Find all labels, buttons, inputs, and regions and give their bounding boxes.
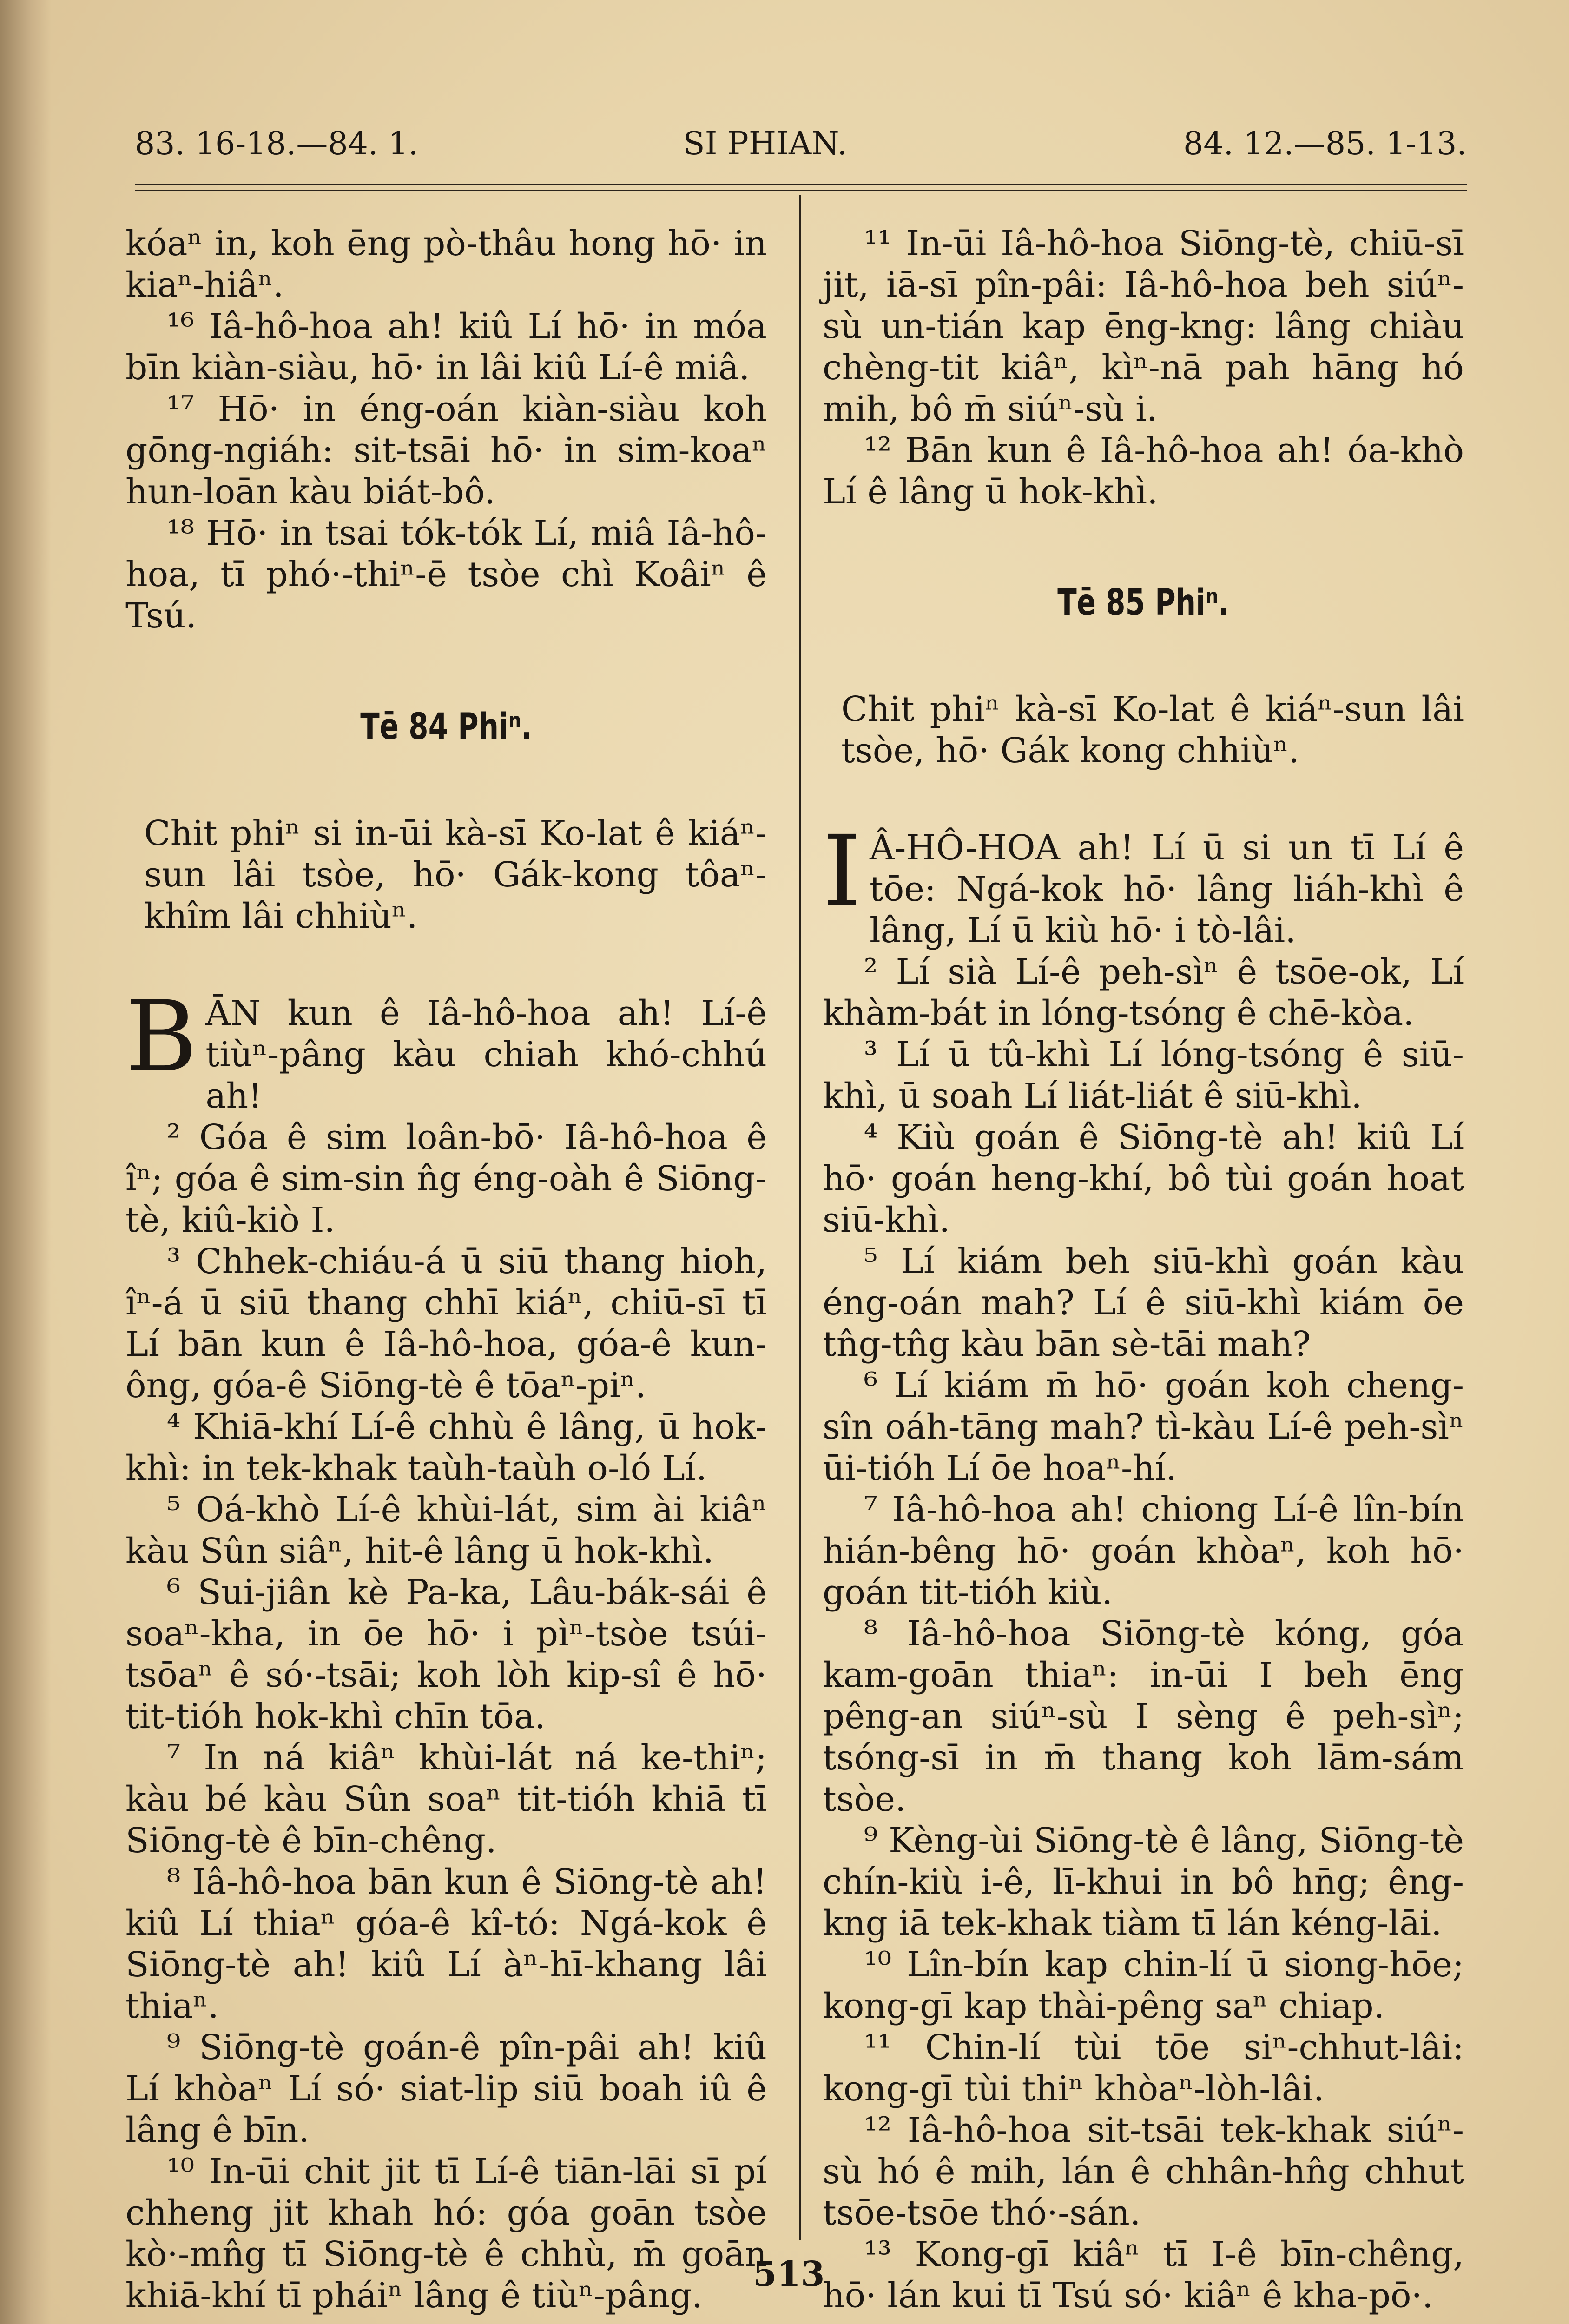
verse-16: ¹⁶ Iâ-hô-hoa ah! kiû Lí hō· in móa bīn kiàn-siàu, hō· in lâi kiû Lí-ê miâ. (125, 306, 767, 388)
right-column (823, 223, 1464, 2317)
left-column (125, 223, 767, 2317)
verse-11: ¹¹ In-ūi Iâ-hô-hoa Siōng-tè, chiū-sī jit, iā-sī pîn-pâi: Iâ-hô-hoa beh siúⁿ-sù un-tián kap ēng-kng: lâng chiàu chèng-tit kiâⁿ, kìⁿ-nā pah hāng hó mih, bô m̄ siúⁿ-sù i. (823, 224, 1464, 429)
verse-5: ⁵ Lí kiám beh siū-khì goán kàu éng-oán mah? Lí ê siū-khì kiám ōe tn̂g-tn̂g kàu bān sè-tāi mah? (823, 1241, 1464, 1364)
verse-7: ⁷ Iâ-hô-hoa ah! chiong Lí-ê lîn-bín hián-bêng hō· goán khòaⁿ, koh hō· goán tit-tióh kiù. (823, 1490, 1464, 1612)
verse-4: ⁴ Khiā-khí Lí-ê chhù ê lâng, ū hok-khì: in tek-khak taùh-taùh o-ló Lí. (125, 1407, 767, 1488)
page-number: 513 (753, 2254, 825, 2294)
verse-3: ³ Lí ū tû-khì Lí lóng-tsóng ê siū-khì, ū soah Lí liát-liát ê siū-khì. (823, 1035, 1464, 1116)
verse-8: ⁸ Iâ-hô-hoa Siōng-tè kóng, góa kam-goān thiaⁿ: in-ūi I beh ēng pêng-an siúⁿ-sù I sèng ê peh-sìⁿ; tsóng-sī in m̄ thang koh lām-sám tsòe. (823, 1614, 1464, 1819)
verse-1 (823, 814, 1464, 951)
header-rule-top (135, 184, 1467, 185)
verse-9: ⁹ Kèng-ùi Siōng-tè ê lâng, Siōng-tè chín-kiù i-ê, lī-khui in bô hn̄g; êng-kng iā tek-khak tiàm tī lán kéng-lāi. (823, 1821, 1464, 1943)
verse-1-text: ĀN kun ê Iâ-hô-hoa ah! Lí-ê tiùⁿ-pâng kàu chiah khó-chhú ah! (205, 993, 767, 1116)
header-rule-bottom (135, 190, 1467, 191)
verse-8: ⁸ Iâ-hô-hoa bān kun ê Siōng-tè ah! kiû Lí thiaⁿ góa-ê kî-tó: Ngá-kok ê Siōng-tè ah! kiû Lí àⁿ-hī-khang lâi thiaⁿ. (125, 1862, 767, 2026)
verse-17: ¹⁷ Hō· in éng-oán kiàn-siàu koh gōng-ngiáh: sit-tsāi hō· in sim-koaⁿ hun-loān kàu biát-bô. (125, 389, 767, 512)
verse-10: ¹⁰ In-ūi chit jit tī Lí-ê tiān-lāi sī pí chheng jit khah hó: góa goān tsòe kò·-mn̂g tī Siōng-tè ê chhù, m̄ goān khiā-khí tī pháiⁿ lâng ê tiùⁿ-pâng. (125, 2152, 767, 2316)
verse-1-text: Â-HÔ-HOA ah! Lí ū si un tī Lí ê tōe: Ngá-kok hō· lâng liáh-khì ê lâng, Lí ū kiù hō· i tò-lâi. (869, 828, 1464, 951)
verse-6: ⁶ Lí kiám m̄ hō· goán koh cheng-sîn oáh-tāng mah? tì-kàu Lí-ê peh-sìⁿ ūi-tióh Lí ōe hoaⁿ-hí. (823, 1366, 1464, 1488)
verse-1 (125, 980, 767, 1117)
chapter-84-summary: Chit phiⁿ si in-ūi kà-sī Ko-lat ê kiáⁿ-sun lâi tsòe, hō· Gák-kong tôaⁿ-khîm lâi chhiùⁿ. (144, 813, 767, 936)
verse-7: ⁷ In ná kiâⁿ khùi-lát ná ke-thiⁿ; kàu bé kàu Sûn soaⁿ tit-tióh khiā tī Siōng-tè ê bīn-chêng. (125, 1738, 767, 1861)
verse-10: ¹⁰ Lîn-bín kap chin-lí ū siong-hōe; kong-gī kap thài-pêng saⁿ chiap. (823, 1945, 1464, 2026)
chapter-85-summary: Chit phiⁿ kà-sī Ko-lat ê kiáⁿ-sun lâi tsòe, hō· Gák kong chhiùⁿ. (841, 689, 1464, 771)
running-header (135, 125, 1467, 177)
verse-2: ² Góa ê sim loân-bō· Iâ-hô-hoa ê îⁿ; góa ê sim-sin n̂g éng-oàh ê Siōng-tè, kiû-kiò I. (125, 1117, 767, 1240)
column-divider (799, 195, 801, 2240)
verse-6: ⁶ Sui-jiân kè Pa-ka, Lâu-bák-sái ê soaⁿ-kha, in ōe hō· i pìⁿ-tsòe tsúi-tsōaⁿ ê só·-tsāi; koh lòh kip-sî ê hō· tit-tióh hok-khì chīn tōa. (125, 1572, 767, 1736)
verse-2: ² Lí sià Lí-ê peh-sìⁿ ê tsōe-ok, Lí khàm-bát in lóng-tsóng ê chē-kòa. (823, 952, 1464, 1033)
verse-15-continuation: kóaⁿ in, koh ēng pò-thâu hong hō· in kiaⁿ-hiâⁿ. (125, 224, 767, 305)
book-gutter-shadow (0, 0, 51, 2324)
verse-12: ¹² Iâ-hô-hoa sit-tsāi tek-khak siúⁿ-sù hó ê mih, lán ê chhân-hn̂g chhut tsōe-tsōe thó·-sán. (823, 2110, 1464, 2233)
chapter-84-title: Tē 84 Phiⁿ. (360, 706, 532, 748)
drop-cap-letter: B (125, 980, 198, 1094)
verse-18: ¹⁸ Hō· in tsai tók-tók Lí, miâ Iâ-hô-hoa, tī phó·-thiⁿ-ē tsòe chì Koâiⁿ ê Tsú. (125, 513, 767, 636)
verse-4: ⁴ Kiù goán ê Siōng-tè ah! kiû Lí hō· goán heng-khí, bô tùi goán hoat siū-khì. (823, 1117, 1464, 1240)
header-right-reference: 84. 12.—85. 1-13. (1183, 125, 1467, 162)
chapter-85-title: Tē 85 Phiⁿ. (1057, 582, 1229, 624)
verse-3: ³ Chhek-chiáu-á ū siū thang hioh, îⁿ-á ū siū thang chhī kiáⁿ, chiū-sī tī Lí bān kun ê Iâ-hô-hoa, góa-ê kun-ông, góa-ê Siōng-tè ê tōaⁿ-piⁿ. (125, 1241, 767, 1406)
verse-13: ¹³ Kong-gī kiâⁿ tī I-ê bīn-chêng, hō· lán kui tī Tsú só· kiâⁿ ê kha-pō·. (823, 2234, 1464, 2316)
verse-12: ¹² Bān kun ê Iâ-hô-hoa ah! óa-khò Lí ê lâng ū hok-khì. (823, 430, 1464, 512)
verse-9: ⁹ Siōng-tè goán-ê pîn-pâi ah! kiû Lí khòaⁿ Lí só· siat-lip siū boah iû ê lâng ê bīn. (125, 2027, 767, 2150)
header-book-title: SI PHIAN. (683, 125, 847, 162)
verse-11: ¹¹ Chin-lí tùi tōe siⁿ-chhut-lâi: kong-gī tùi thiⁿ khòaⁿ-lòh-lâi. (823, 2027, 1464, 2109)
verse-5: ⁵ Oá-khò Lí-ê khùi-lát, sim ài kiâⁿ kàu Sûn siâⁿ, hit-ê lâng ū hok-khì. (125, 1490, 767, 1571)
drop-cap-letter: I (823, 814, 861, 928)
header-left-reference: 83. 16-18.—84. 1. (135, 125, 419, 162)
